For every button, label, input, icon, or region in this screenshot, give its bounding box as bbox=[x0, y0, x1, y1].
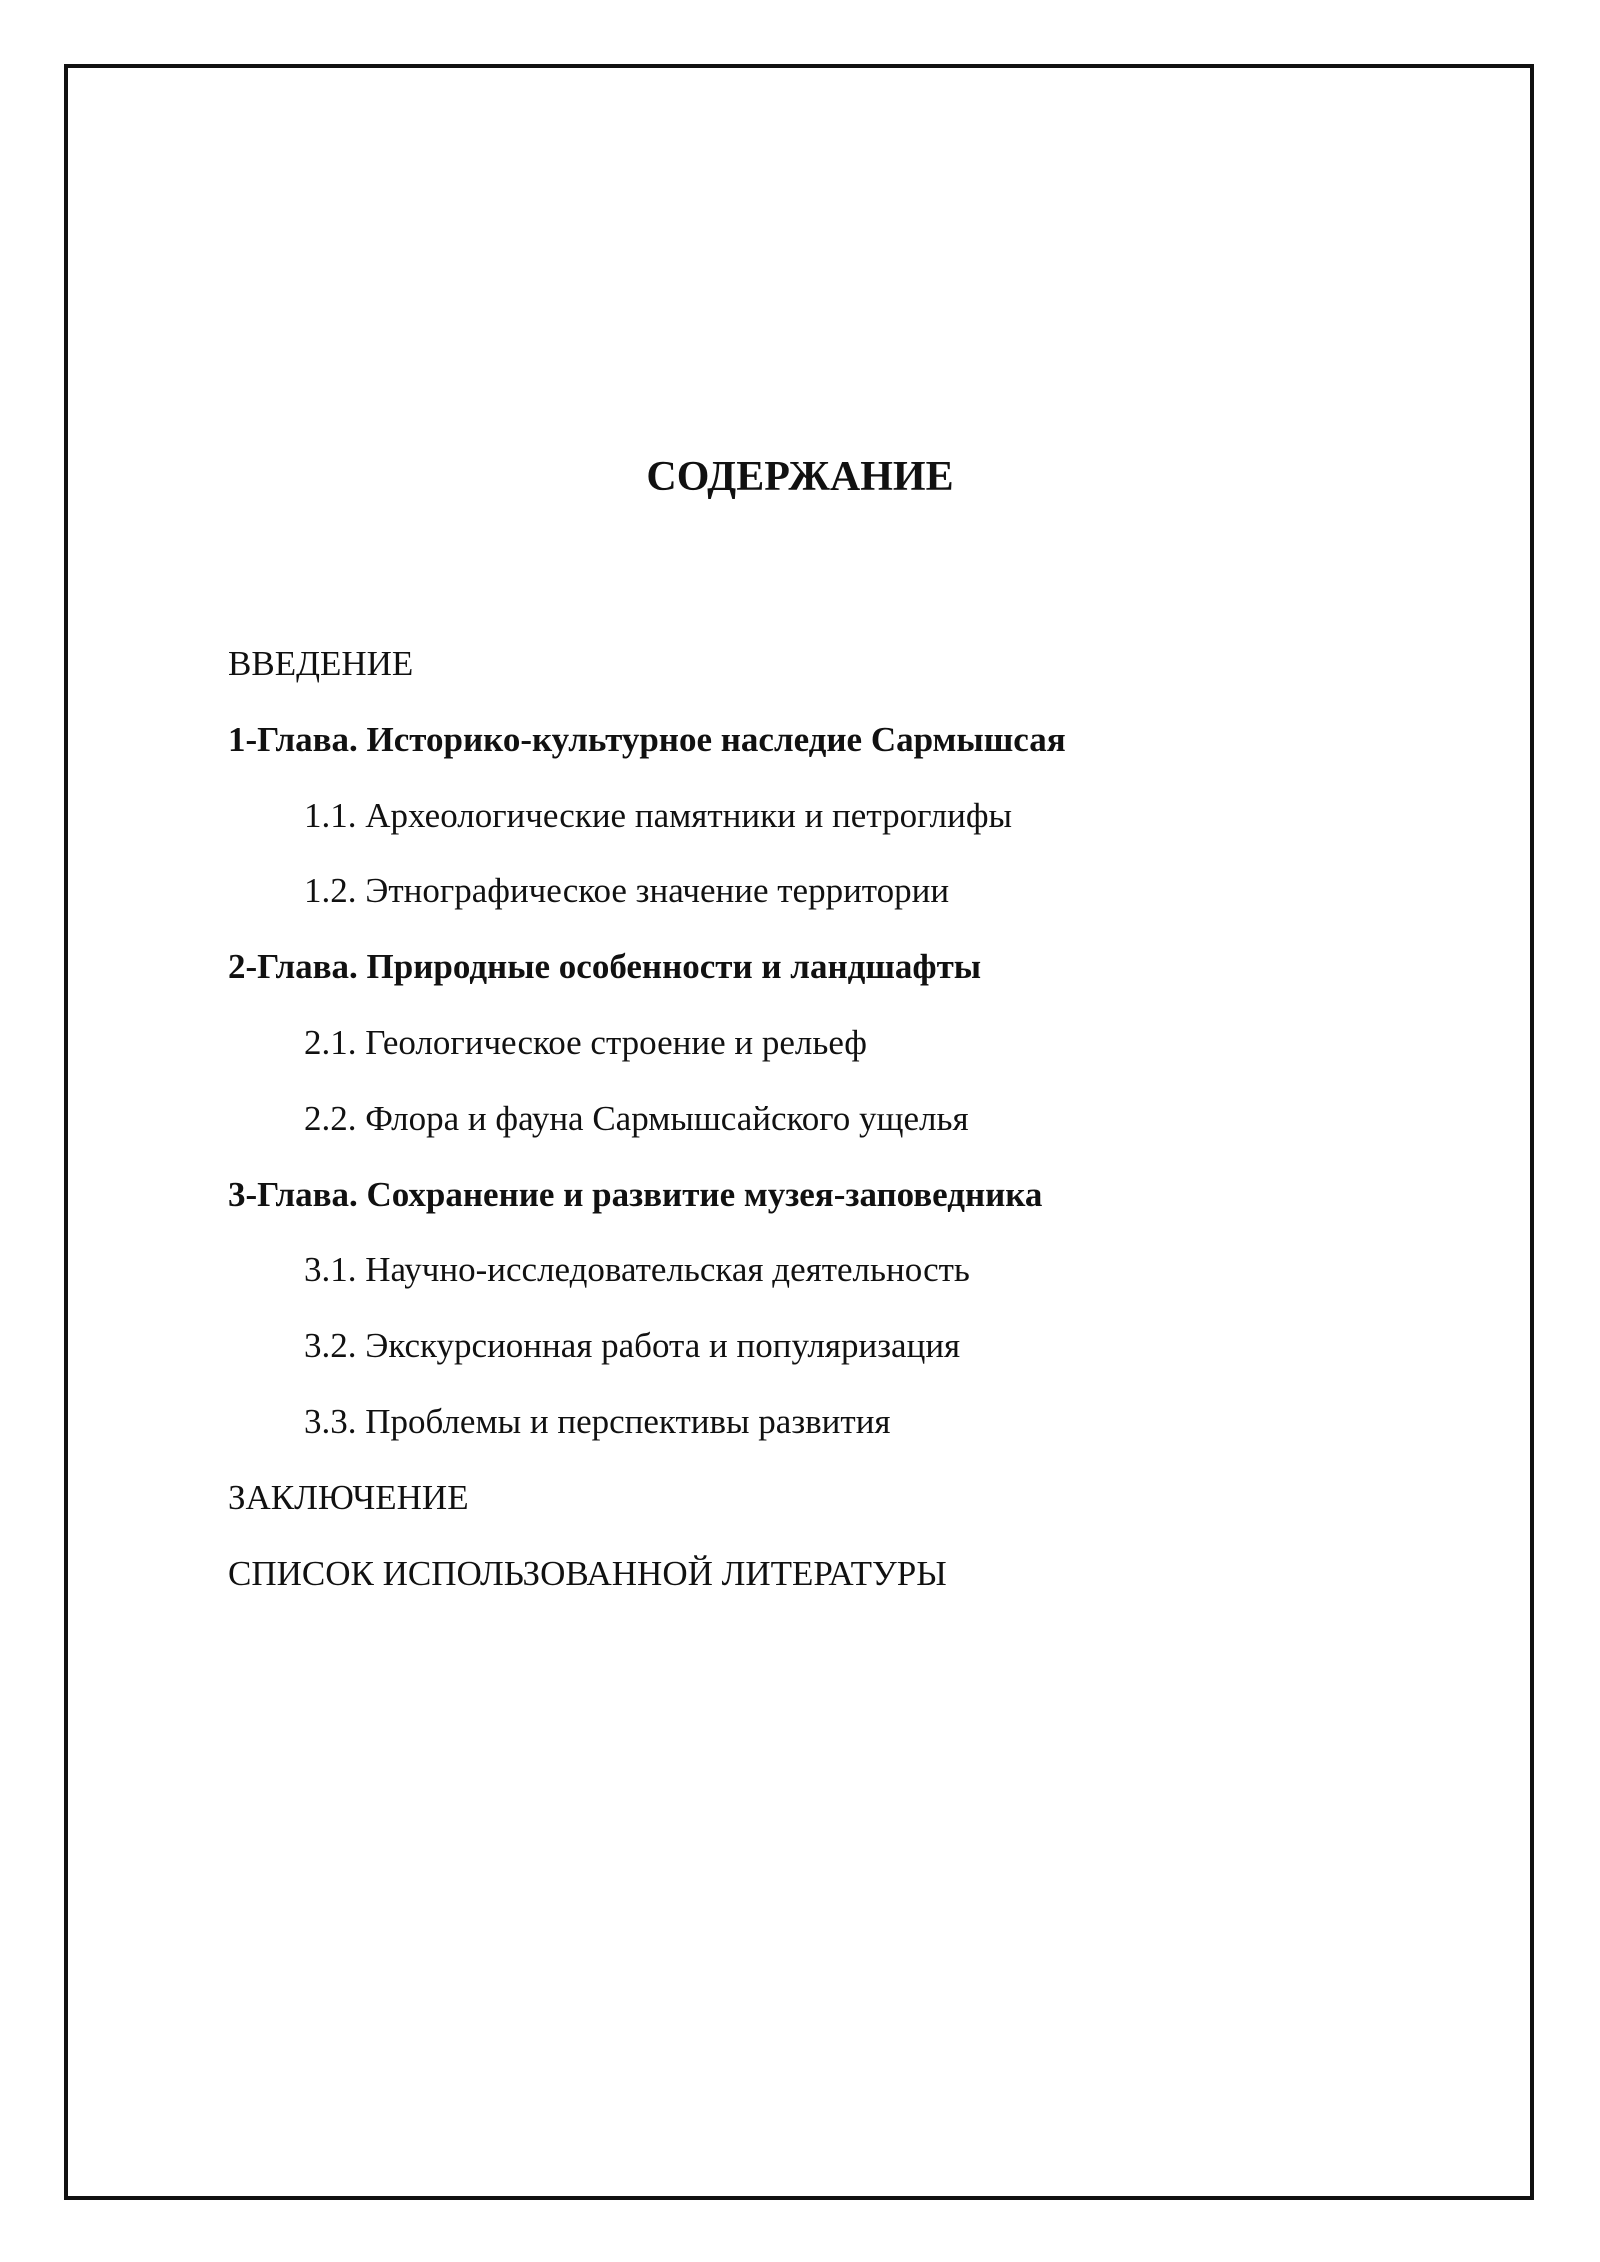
toc-entry-conclusion: ЗАКЛЮЧЕНИЕ bbox=[228, 1477, 469, 1517]
toc-entry-section-1-2: 1.2. Этнографическое значение территории bbox=[304, 871, 950, 911]
toc-entry-introduction: ВВЕДЕНИЕ bbox=[228, 644, 414, 683]
toc-entry-section-2-1: 2.1. Геологическое строение и рельеф bbox=[304, 1022, 867, 1062]
toc-entry-section-3-1: 3.1. Научно-исследовательская деятельность bbox=[304, 1250, 970, 1290]
toc-entry-section-3-3: 3.3. Проблемы и перспективы развития bbox=[304, 1401, 891, 1441]
toc-entry-section-1-1: 1.1. Археологические памятники и петроглифы bbox=[304, 795, 1013, 835]
toc-entry-references: СПИСОК ИСПОЛЬЗОВАННОЙ ЛИТЕРАТУРЫ bbox=[228, 1553, 947, 1593]
toc-title: СОДЕРЖАНИЕ bbox=[646, 454, 954, 500]
toc-entry-section-2-2: 2.2. Флора и фауна Сармышсайского ущелья bbox=[304, 1098, 969, 1138]
toc-entry-chapter-2: 2-Глава. Природные особенности и ландшафты bbox=[228, 947, 982, 987]
toc-entry-chapter-3: 3-Глава. Сохранение и развитие музея-заповедника bbox=[228, 1174, 1043, 1214]
table-of-contents bbox=[228, 634, 1428, 1619]
toc-entry-section-3-2: 3.2. Экскурсионная работа и популяризация bbox=[304, 1326, 961, 1366]
toc-entry-chapter-1: 1-Глава. Историко-культурное наследие Сармышсая bbox=[228, 719, 1066, 759]
